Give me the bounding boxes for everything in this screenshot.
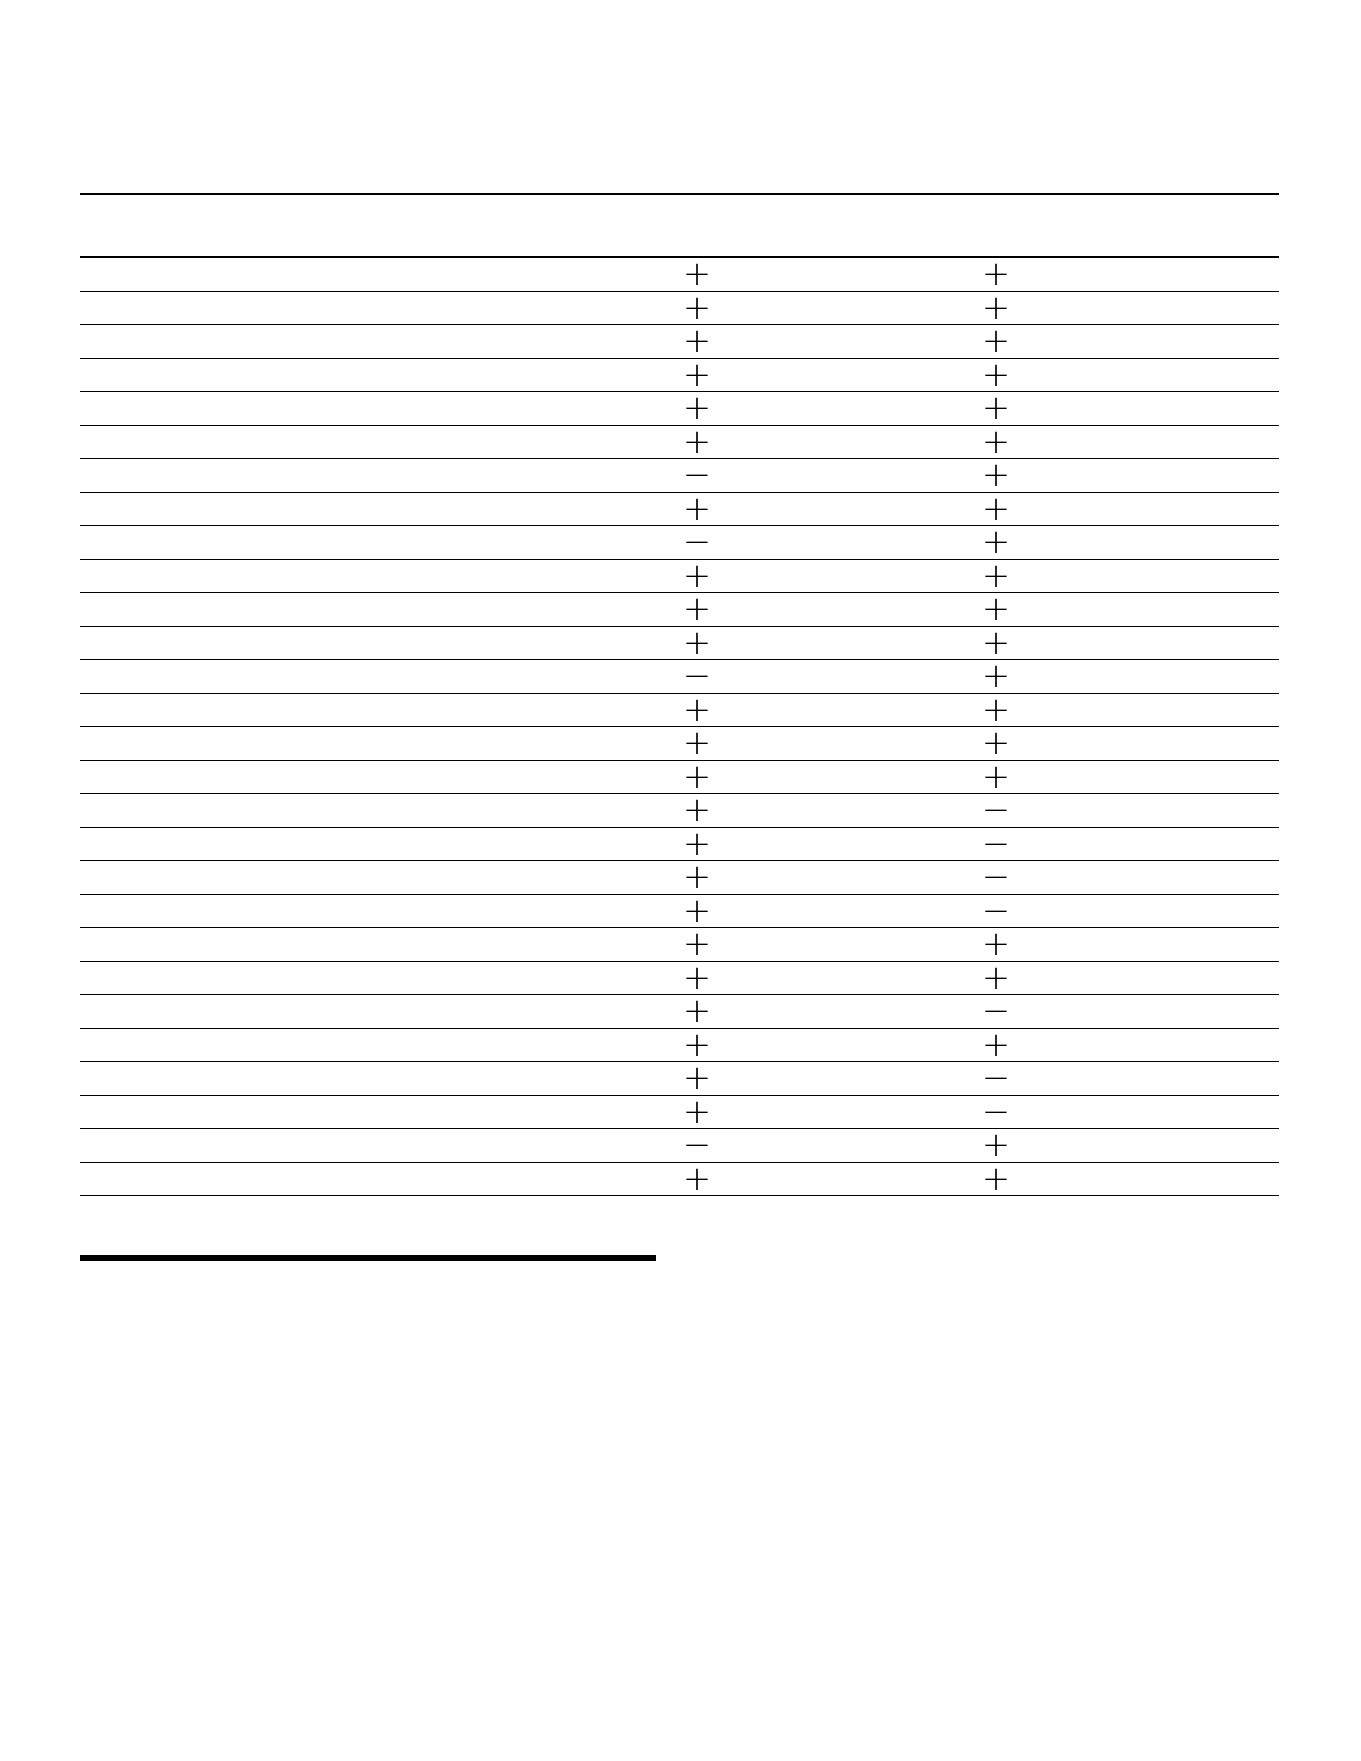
table-body: [80, 254, 1279, 1199]
table-cell-c2: [966, 1091, 1026, 1132]
table-cell-c2: [966, 522, 1026, 563]
table-cell-c2: [966, 924, 1026, 965]
table-cell-c2: [966, 354, 1026, 395]
table-cell-c1: [667, 890, 727, 931]
table-cell-c2: [966, 857, 1026, 898]
table-cell-c1: [667, 1024, 727, 1065]
table-row: [80, 857, 1279, 898]
table-cell-c1: [667, 656, 727, 697]
table-row: [80, 354, 1279, 395]
table-row: [80, 589, 1279, 630]
sign-symbol: +: [682, 555, 712, 596]
table-cell-c1: [667, 287, 727, 328]
sign-symbol: +: [981, 957, 1011, 998]
footnote-separator-rule: [80, 1255, 656, 1261]
table-cell-c1: [667, 321, 727, 362]
table-row: [80, 924, 1279, 965]
table-cell-c2: [966, 287, 1026, 328]
table-row: [80, 321, 1279, 362]
table-cell-c1: [667, 455, 727, 496]
table-cell-c1: [667, 723, 727, 764]
table-row: [80, 823, 1279, 864]
table-row: [80, 522, 1279, 563]
table-cell-c2: [966, 455, 1026, 496]
sign-symbol: +: [981, 388, 1011, 429]
sign-symbol: −: [981, 890, 1011, 931]
table-row: [80, 1158, 1279, 1199]
sign-symbol: +: [682, 421, 712, 462]
sign-symbol: +: [682, 1158, 712, 1199]
sign-symbol: +: [682, 321, 712, 362]
table-cell-c2: [966, 1024, 1026, 1065]
sign-symbol: +: [981, 522, 1011, 563]
table-row: [80, 1091, 1279, 1132]
table-row: [80, 421, 1279, 462]
table-cell-c1: [667, 354, 727, 395]
sign-symbol: −: [981, 790, 1011, 831]
table-row: [80, 287, 1279, 328]
table-cell-c2: [966, 1158, 1026, 1199]
table-cell-c2: [966, 756, 1026, 797]
sign-symbol: +: [682, 957, 712, 998]
table-row: [80, 957, 1279, 998]
sign-symbol: +: [981, 287, 1011, 328]
sign-symbol: +: [981, 421, 1011, 462]
sign-symbol: +: [981, 622, 1011, 663]
sign-symbol: +: [682, 689, 712, 730]
table-cell-c2: [966, 890, 1026, 931]
sign-symbol: +: [682, 287, 712, 328]
sign-symbol: +: [682, 823, 712, 864]
sign-symbol: +: [981, 321, 1011, 362]
table-cell-c1: [667, 488, 727, 529]
sign-symbol: +: [682, 890, 712, 931]
sign-symbol: +: [682, 622, 712, 663]
table-cell-c1: [667, 589, 727, 630]
data-table: [80, 193, 1279, 1199]
table-cell-c1: [667, 1125, 727, 1166]
table-row: [80, 991, 1279, 1032]
table-cell-c2: [966, 622, 1026, 663]
table-cell-c1: [667, 522, 727, 563]
table-cell-c2: [966, 823, 1026, 864]
table-cell-c1: [667, 823, 727, 864]
table-cell-c2: [966, 723, 1026, 764]
table-row: [80, 790, 1279, 831]
sign-symbol: +: [682, 723, 712, 764]
table-cell-c1: [667, 254, 727, 295]
sign-symbol: +: [981, 689, 1011, 730]
table-header-row: [80, 195, 1279, 256]
sign-symbol: +: [981, 354, 1011, 395]
table-row: [80, 1024, 1279, 1065]
sign-symbol: +: [981, 1125, 1011, 1166]
sign-symbol: −: [682, 522, 712, 563]
table-cell-c1: [667, 790, 727, 831]
sign-symbol: −: [682, 656, 712, 697]
table-cell-c1: [667, 924, 727, 965]
table-row: [80, 689, 1279, 730]
sign-symbol: +: [682, 756, 712, 797]
table-cell-c1: [667, 622, 727, 663]
sign-symbol: +: [682, 354, 712, 395]
table-cell-c1: [667, 1091, 727, 1132]
table-cell-c1: [667, 421, 727, 462]
sign-symbol: +: [981, 723, 1011, 764]
sign-symbol: +: [682, 857, 712, 898]
sign-symbol: −: [981, 1058, 1011, 1099]
table-row: [80, 254, 1279, 295]
sign-symbol: −: [981, 991, 1011, 1032]
sign-symbol: +: [682, 1024, 712, 1065]
table-cell-c2: [966, 589, 1026, 630]
sign-symbol: −: [981, 857, 1011, 898]
sign-symbol: +: [682, 388, 712, 429]
table-cell-c1: [667, 991, 727, 1032]
table-row: [80, 1125, 1279, 1166]
table-cell-c2: [966, 957, 1026, 998]
sign-symbol: +: [682, 790, 712, 831]
sign-symbol: +: [981, 555, 1011, 596]
sign-symbol: +: [682, 1058, 712, 1099]
table-cell-c1: [667, 957, 727, 998]
sign-symbol: +: [682, 991, 712, 1032]
table-cell-c1: [667, 388, 727, 429]
sign-symbol: +: [682, 1091, 712, 1132]
table-cell-c1: [667, 1158, 727, 1199]
table-row: [80, 555, 1279, 596]
sign-symbol: +: [981, 656, 1011, 697]
table-cell-c2: [966, 991, 1026, 1032]
sign-symbol: +: [981, 1024, 1011, 1065]
table-cell-c2: [966, 555, 1026, 596]
sign-symbol: +: [682, 589, 712, 630]
sign-symbol: +: [981, 756, 1011, 797]
table-cell-c2: [966, 388, 1026, 429]
table-row: [80, 1058, 1279, 1099]
table-cell-c2: [966, 656, 1026, 697]
table-row: [80, 890, 1279, 931]
sign-symbol: +: [981, 924, 1011, 965]
sign-symbol: −: [981, 823, 1011, 864]
table-row: [80, 388, 1279, 429]
table-row: [80, 455, 1279, 496]
table-cell-c1: [667, 857, 727, 898]
sign-symbol: −: [682, 1125, 712, 1166]
sign-symbol: −: [981, 1091, 1011, 1132]
table-cell-c2: [966, 1125, 1026, 1166]
table-row: [80, 756, 1279, 797]
table-cell-c1: [667, 555, 727, 596]
sign-symbol: +: [682, 924, 712, 965]
table-cell-c2: [966, 321, 1026, 362]
table-cell-c2: [966, 254, 1026, 295]
table-cell-c2: [966, 1058, 1026, 1099]
table-cell-c2: [966, 488, 1026, 529]
table-cell-c2: [966, 689, 1026, 730]
sign-symbol: +: [981, 589, 1011, 630]
sign-symbol: +: [682, 254, 712, 295]
table-cell-c1: [667, 689, 727, 730]
sign-symbol: +: [981, 455, 1011, 496]
sign-symbol: +: [682, 488, 712, 529]
table-row: [80, 656, 1279, 697]
table-cell-c1: [667, 1058, 727, 1099]
sign-symbol: +: [981, 254, 1011, 295]
table-row: [80, 622, 1279, 663]
table-cell-c1: [667, 756, 727, 797]
sign-symbol: −: [682, 455, 712, 496]
sign-symbol: +: [981, 488, 1011, 529]
table-row: [80, 723, 1279, 764]
table-row: [80, 488, 1279, 529]
table-cell-c2: [966, 421, 1026, 462]
table-cell-c2: [966, 790, 1026, 831]
sign-symbol: +: [981, 1158, 1011, 1199]
